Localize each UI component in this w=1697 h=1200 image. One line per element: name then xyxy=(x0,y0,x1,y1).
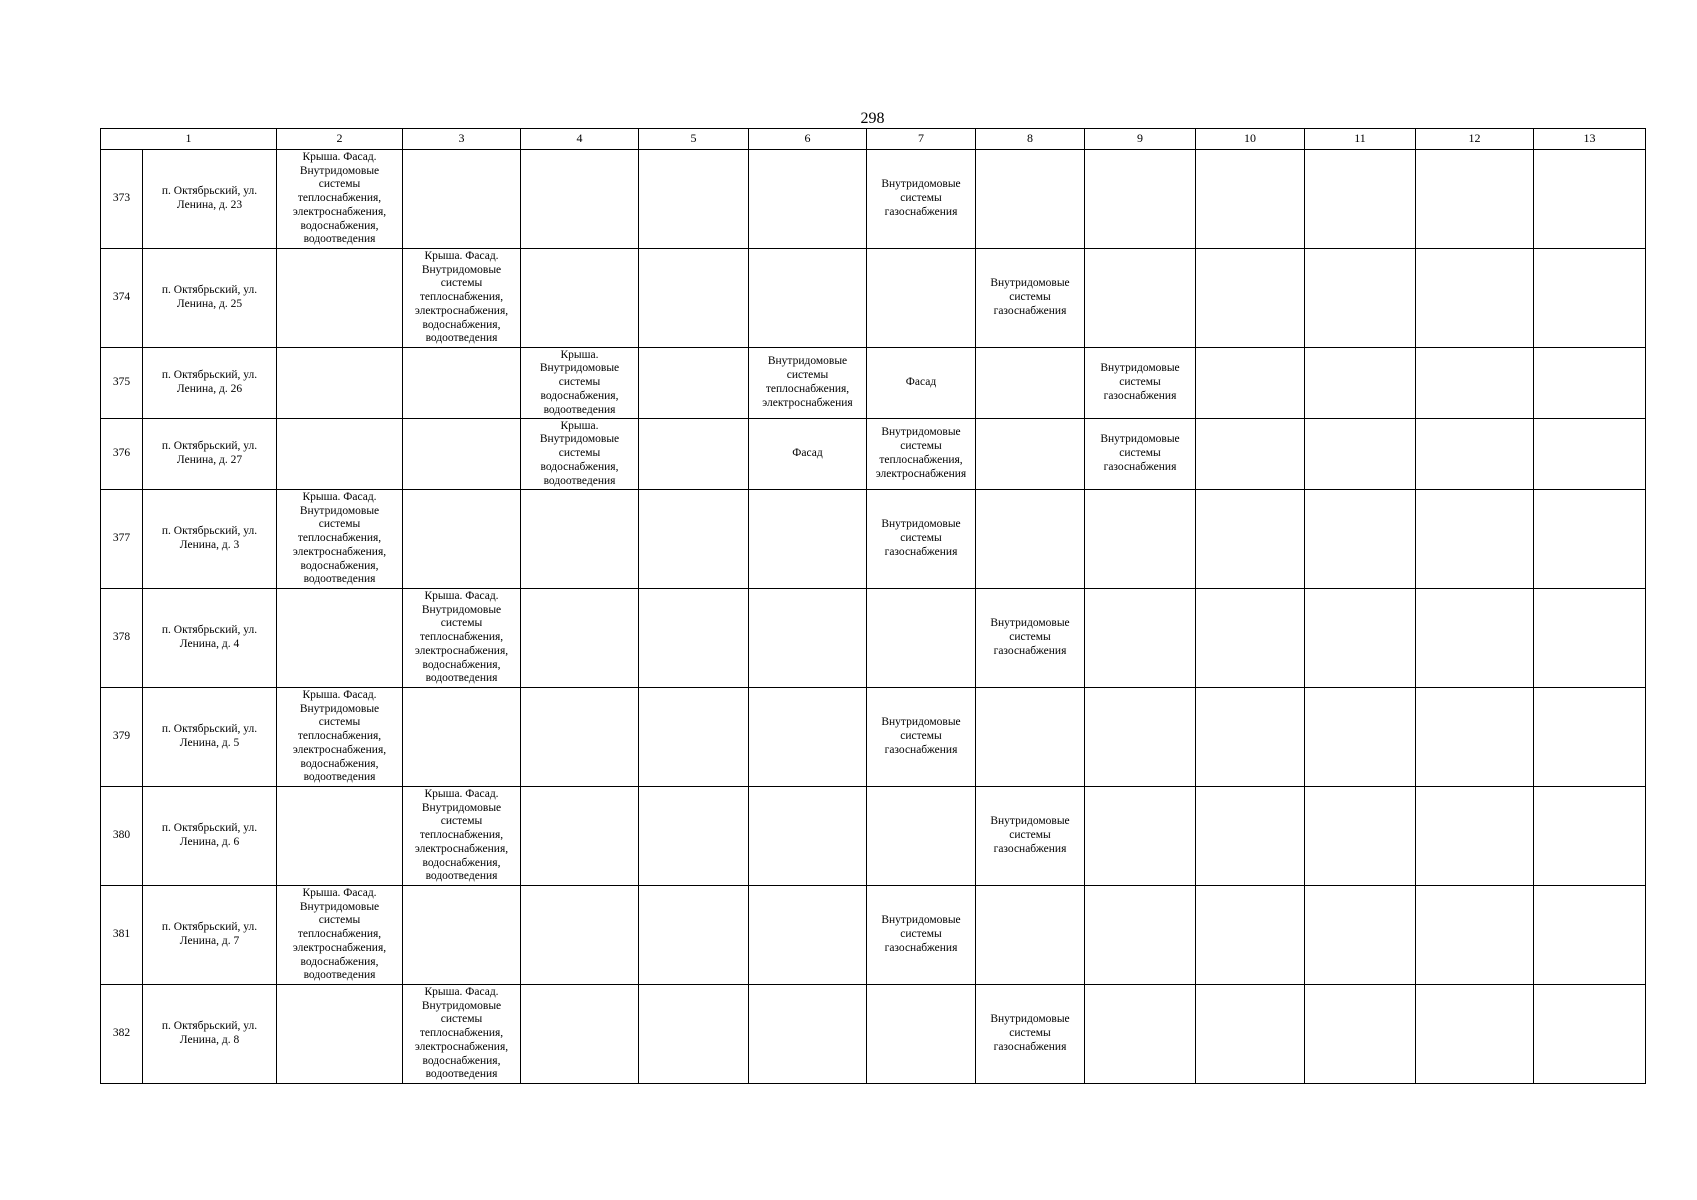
work-type-cell: Крыша. Фасад. Внутридомовые системы теплоснабжения, электроснабжения, водоснабжения, водоотведения xyxy=(277,150,403,249)
work-type-cell xyxy=(639,490,749,589)
work-type-cell: Внутридомовые системы газоснабжения xyxy=(867,886,976,985)
work-type-cell xyxy=(639,688,749,787)
work-type-cell xyxy=(1534,249,1646,348)
work-type-cell xyxy=(1196,150,1305,249)
work-type-cell: Внутридомовые системы газоснабжения xyxy=(976,249,1085,348)
work-type-cell xyxy=(976,490,1085,589)
work-type-cell: Внутридомовые системы газоснабжения xyxy=(976,589,1085,688)
work-type-cell xyxy=(403,688,521,787)
work-type-cell xyxy=(521,589,639,688)
work-type-cell xyxy=(403,348,521,419)
work-type-cell xyxy=(976,348,1085,419)
work-type-cell xyxy=(1305,589,1416,688)
work-type-cell: Крыша. Внутридомовые системы водоснабжения, водоотведения xyxy=(521,419,639,490)
row-number-cell: 377 xyxy=(101,490,143,589)
work-type-cell xyxy=(1196,249,1305,348)
work-type-cell xyxy=(976,886,1085,985)
work-type-cell xyxy=(1085,688,1196,787)
address-cell: п. Октябрьский, ул. Ленина, д. 7 xyxy=(143,886,277,985)
work-type-cell xyxy=(1416,490,1534,589)
column-number-header: 7 xyxy=(867,129,976,150)
address-cell: п. Октябрьский, ул. Ленина, д. 5 xyxy=(143,688,277,787)
address-cell: п. Октябрьский, ул. Ленина, д. 26 xyxy=(143,348,277,419)
address-cell: п. Октябрьский, ул. Ленина, д. 4 xyxy=(143,589,277,688)
work-type-cell: Внутридомовые системы газоснабжения xyxy=(1085,348,1196,419)
work-type-cell xyxy=(639,249,749,348)
work-type-cell xyxy=(867,787,976,886)
work-type-cell: Внутридомовые системы газоснабжения xyxy=(867,490,976,589)
column-number-header: 9 xyxy=(1085,129,1196,150)
work-type-cell xyxy=(1085,886,1196,985)
column-number-header: 5 xyxy=(639,129,749,150)
row-number-cell: 373 xyxy=(101,150,143,249)
address-cell: п. Октябрьский, ул. Ленина, д. 23 xyxy=(143,150,277,249)
work-type-cell: Крыша. Фасад. Внутридомовые системы теплоснабжения, электроснабжения, водоснабжения, водоотведения xyxy=(403,589,521,688)
work-type-cell xyxy=(1305,348,1416,419)
address-cell: п. Октябрьский, ул. Ленина, д. 8 xyxy=(143,985,277,1084)
work-type-cell xyxy=(749,787,867,886)
work-type-cell: Крыша. Фасад. Внутридомовые системы теплоснабжения, электроснабжения, водоснабжения, водоотведения xyxy=(403,787,521,886)
work-type-cell xyxy=(521,985,639,1084)
work-type-cell: Фасад xyxy=(749,419,867,490)
work-type-cell: Внутридомовые системы теплоснабжения, электроснабжения xyxy=(749,348,867,419)
work-type-cell xyxy=(976,419,1085,490)
work-type-cell xyxy=(277,787,403,886)
work-type-cell xyxy=(1416,787,1534,886)
row-number-cell: 382 xyxy=(101,985,143,1084)
work-type-cell xyxy=(749,490,867,589)
work-type-cell xyxy=(1085,490,1196,589)
work-type-cell xyxy=(639,589,749,688)
work-type-cell xyxy=(749,886,867,985)
work-type-cell xyxy=(277,348,403,419)
column-number-row xyxy=(101,129,1646,150)
work-type-cell xyxy=(749,249,867,348)
work-type-cell xyxy=(403,886,521,985)
work-type-cell xyxy=(1196,985,1305,1084)
work-type-cell: Крыша. Фасад. Внутридомовые системы теплоснабжения, электроснабжения, водоснабжения, водоотведения xyxy=(277,688,403,787)
page-number: 298 xyxy=(860,110,885,127)
work-type-cell xyxy=(521,249,639,348)
work-type-cell xyxy=(1416,150,1534,249)
work-type-cell: Внутридомовые системы газоснабжения xyxy=(867,150,976,249)
work-type-cell xyxy=(1196,348,1305,419)
work-type-cell xyxy=(1196,419,1305,490)
work-type-cell: Внутридомовые системы теплоснабжения, электроснабжения xyxy=(867,419,976,490)
address-cell: п. Октябрьский, ул. Ленина, д. 27 xyxy=(143,419,277,490)
work-type-cell xyxy=(749,985,867,1084)
row-number-cell: 378 xyxy=(101,589,143,688)
work-type-cell: Крыша. Фасад. Внутридомовые системы теплоснабжения, электроснабжения, водоснабжения, водоотведения xyxy=(277,886,403,985)
column-number-header: 11 xyxy=(1305,129,1416,150)
repair-schedule-table xyxy=(100,128,1646,1084)
work-type-cell: Крыша. Внутридомовые системы водоснабжения, водоотведения xyxy=(521,348,639,419)
work-type-cell: Крыша. Фасад. Внутридомовые системы теплоснабжения, электроснабжения, водоснабжения, водоотведения xyxy=(403,249,521,348)
table-body xyxy=(101,129,1646,1084)
work-type-cell xyxy=(1305,150,1416,249)
row-number-cell: 374 xyxy=(101,249,143,348)
work-type-cell xyxy=(867,589,976,688)
work-type-cell xyxy=(277,589,403,688)
work-type-cell xyxy=(749,688,867,787)
table-row xyxy=(101,419,1646,490)
row-number-cell: 376 xyxy=(101,419,143,490)
work-type-cell: Крыша. Фасад. Внутридомовые системы теплоснабжения, электроснабжения, водоснабжения, водоотведения xyxy=(403,985,521,1084)
table-row xyxy=(101,150,1646,249)
row-number-cell: 375 xyxy=(101,348,143,419)
work-type-cell xyxy=(976,688,1085,787)
work-type-cell xyxy=(521,688,639,787)
work-type-cell xyxy=(1085,249,1196,348)
table-row xyxy=(101,985,1646,1084)
work-type-cell: Внутридомовые системы газоснабжения xyxy=(1085,419,1196,490)
work-type-cell xyxy=(1305,688,1416,787)
work-type-cell xyxy=(1416,419,1534,490)
work-type-cell xyxy=(867,249,976,348)
row-number-cell: 381 xyxy=(101,886,143,985)
table-row xyxy=(101,886,1646,985)
work-type-cell xyxy=(403,419,521,490)
work-type-cell: Внутридомовые системы газоснабжения xyxy=(976,787,1085,886)
work-type-cell xyxy=(1196,688,1305,787)
table-row xyxy=(101,787,1646,886)
work-type-cell xyxy=(639,985,749,1084)
work-type-cell xyxy=(639,150,749,249)
column-number-header: 1 xyxy=(101,129,277,150)
column-number-header: 8 xyxy=(976,129,1085,150)
work-type-cell xyxy=(1534,985,1646,1084)
work-type-cell xyxy=(277,985,403,1084)
work-type-cell xyxy=(1305,787,1416,886)
column-number-header: 12 xyxy=(1416,129,1534,150)
work-type-cell xyxy=(1534,419,1646,490)
row-number-cell: 380 xyxy=(101,787,143,886)
column-number-header: 4 xyxy=(521,129,639,150)
work-type-cell xyxy=(1305,985,1416,1084)
work-type-cell xyxy=(1416,688,1534,787)
work-type-cell xyxy=(1305,419,1416,490)
work-type-cell: Крыша. Фасад. Внутридомовые системы теплоснабжения, электроснабжения, водоснабжения, водоотведения xyxy=(277,490,403,589)
table-row xyxy=(101,249,1646,348)
work-type-cell xyxy=(749,589,867,688)
work-type-cell xyxy=(1416,348,1534,419)
work-type-cell xyxy=(639,419,749,490)
work-type-cell xyxy=(639,787,749,886)
work-type-cell xyxy=(639,348,749,419)
work-type-cell xyxy=(1534,150,1646,249)
work-type-cell xyxy=(521,787,639,886)
work-type-cell xyxy=(1416,249,1534,348)
address-cell: п. Октябрьский, ул. Ленина, д. 6 xyxy=(143,787,277,886)
work-type-cell xyxy=(1416,985,1534,1084)
work-type-cell xyxy=(1534,886,1646,985)
table-row xyxy=(101,589,1646,688)
address-cell: п. Октябрьский, ул. Ленина, д. 25 xyxy=(143,249,277,348)
work-type-cell xyxy=(403,490,521,589)
work-type-cell xyxy=(1305,490,1416,589)
work-type-cell xyxy=(277,249,403,348)
column-number-header: 2 xyxy=(277,129,403,150)
work-type-cell xyxy=(749,150,867,249)
work-type-cell xyxy=(1196,589,1305,688)
work-type-cell xyxy=(1085,150,1196,249)
work-type-cell xyxy=(277,419,403,490)
work-type-cell xyxy=(1305,249,1416,348)
work-type-cell xyxy=(521,886,639,985)
work-type-cell xyxy=(1196,490,1305,589)
column-number-header: 6 xyxy=(749,129,867,150)
work-type-cell xyxy=(1534,589,1646,688)
work-type-cell xyxy=(867,985,976,1084)
work-type-cell xyxy=(1416,589,1534,688)
work-type-cell xyxy=(639,886,749,985)
work-type-cell xyxy=(976,150,1085,249)
column-number-header: 13 xyxy=(1534,129,1646,150)
table-row xyxy=(101,688,1646,787)
work-type-cell xyxy=(1085,787,1196,886)
work-type-cell xyxy=(403,150,521,249)
work-type-cell xyxy=(1534,787,1646,886)
work-type-cell: Внутридомовые системы газоснабжения xyxy=(976,985,1085,1084)
work-type-cell xyxy=(1085,985,1196,1084)
work-type-cell xyxy=(1534,688,1646,787)
work-type-cell xyxy=(1534,348,1646,419)
work-type-cell xyxy=(1196,787,1305,886)
work-type-cell: Внутридомовые системы газоснабжения xyxy=(867,688,976,787)
table-row xyxy=(101,490,1646,589)
column-number-header: 3 xyxy=(403,129,521,150)
work-type-cell xyxy=(1305,886,1416,985)
work-type-cell xyxy=(521,150,639,249)
table-row xyxy=(101,348,1646,419)
work-type-cell xyxy=(1534,490,1646,589)
work-type-cell xyxy=(521,490,639,589)
column-number-header: 10 xyxy=(1196,129,1305,150)
work-type-cell xyxy=(1416,886,1534,985)
work-type-cell xyxy=(1085,589,1196,688)
row-number-cell: 379 xyxy=(101,688,143,787)
work-type-cell xyxy=(1196,886,1305,985)
address-cell: п. Октябрьский, ул. Ленина, д. 3 xyxy=(143,490,277,589)
work-type-cell: Фасад xyxy=(867,348,976,419)
